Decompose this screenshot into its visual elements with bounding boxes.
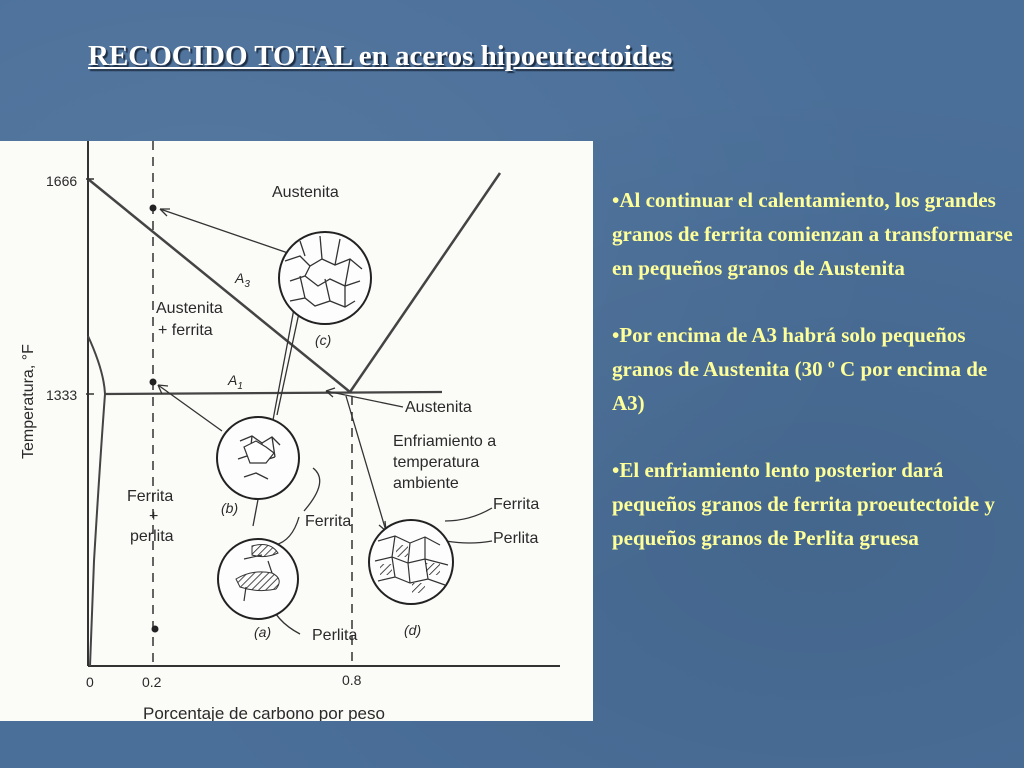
label-enfriamiento-3: ambiente <box>393 475 459 492</box>
bullet-list <box>612 183 1017 588</box>
label-enfriamiento-1: Enfriamiento a <box>393 433 497 450</box>
iron-carbon-diagram <box>0 141 593 721</box>
label-c: (c) <box>315 332 332 348</box>
ferrite-solubility-curve <box>88 336 105 666</box>
label-austenita-ferrita-2: + ferrita <box>158 322 213 339</box>
micrograph-a <box>218 539 298 619</box>
a1-line <box>105 392 442 394</box>
label-a: (a) <box>254 624 272 640</box>
label-d: (d) <box>404 622 422 638</box>
tick-label-1333: 1333 <box>46 387 78 403</box>
label-a3: $A_3$ <box>235 270 250 290</box>
label-perlita-right: Perlita <box>493 530 539 547</box>
point-c <box>150 205 157 212</box>
bullet-1: •Al continuar el calentamiento, los grandes granos de ferrita comienzan a transformarse en pequeños granos de Austenita <box>612 188 1013 280</box>
phase-diagram-figure <box>0 141 593 721</box>
label-perlita-bottom: Perlita <box>312 627 358 644</box>
slide-title: RECOCIDO TOTAL en aceros hipoeutectoides <box>88 40 673 72</box>
label-ferrita-perlita-2: + <box>149 508 159 525</box>
label-ferrita-perlita-1: Ferrita <box>127 488 174 505</box>
x-tick-0: 0 <box>86 674 94 690</box>
label-austenita-top: Austenita <box>272 184 339 201</box>
x-axis-label: Porcentaje de carbono por peso <box>143 704 385 721</box>
label-austenita-ferrita-1: Austenita <box>156 300 223 317</box>
label-austenita-mid: Austenita <box>405 399 472 416</box>
label-b: (b) <box>221 500 239 516</box>
micrograph-c <box>279 232 371 324</box>
micrograph-d <box>369 520 453 604</box>
acm-line <box>350 173 500 392</box>
label-a1: $A_1$ <box>228 372 243 392</box>
label-ferrita-perlita-3: perlita <box>130 528 174 545</box>
point-b <box>150 379 157 386</box>
bullet-2: •Por encima de A3 habrá solo pequeños granos de Austenita (30 º C por encima de A3) <box>612 323 988 415</box>
label-ferrita-right: Ferrita <box>493 496 540 513</box>
y-axis-label: Temperatura, °F <box>20 344 37 459</box>
tick-label-1666: 1666 <box>46 173 78 189</box>
x-tick-02: 0.2 <box>142 674 162 690</box>
micrograph-b <box>217 417 299 499</box>
point-a <box>152 626 159 633</box>
bullet-3: •El enfriamiento lento posterior dará pequeños granos de ferrita proeutectoide y pequeños granos de Perlita gruesa <box>612 458 995 550</box>
label-enfriamiento-2: temperatura <box>393 454 480 471</box>
x-tick-08: 0.8 <box>342 672 362 688</box>
label-ferrita-mid: Ferrita <box>305 513 352 530</box>
